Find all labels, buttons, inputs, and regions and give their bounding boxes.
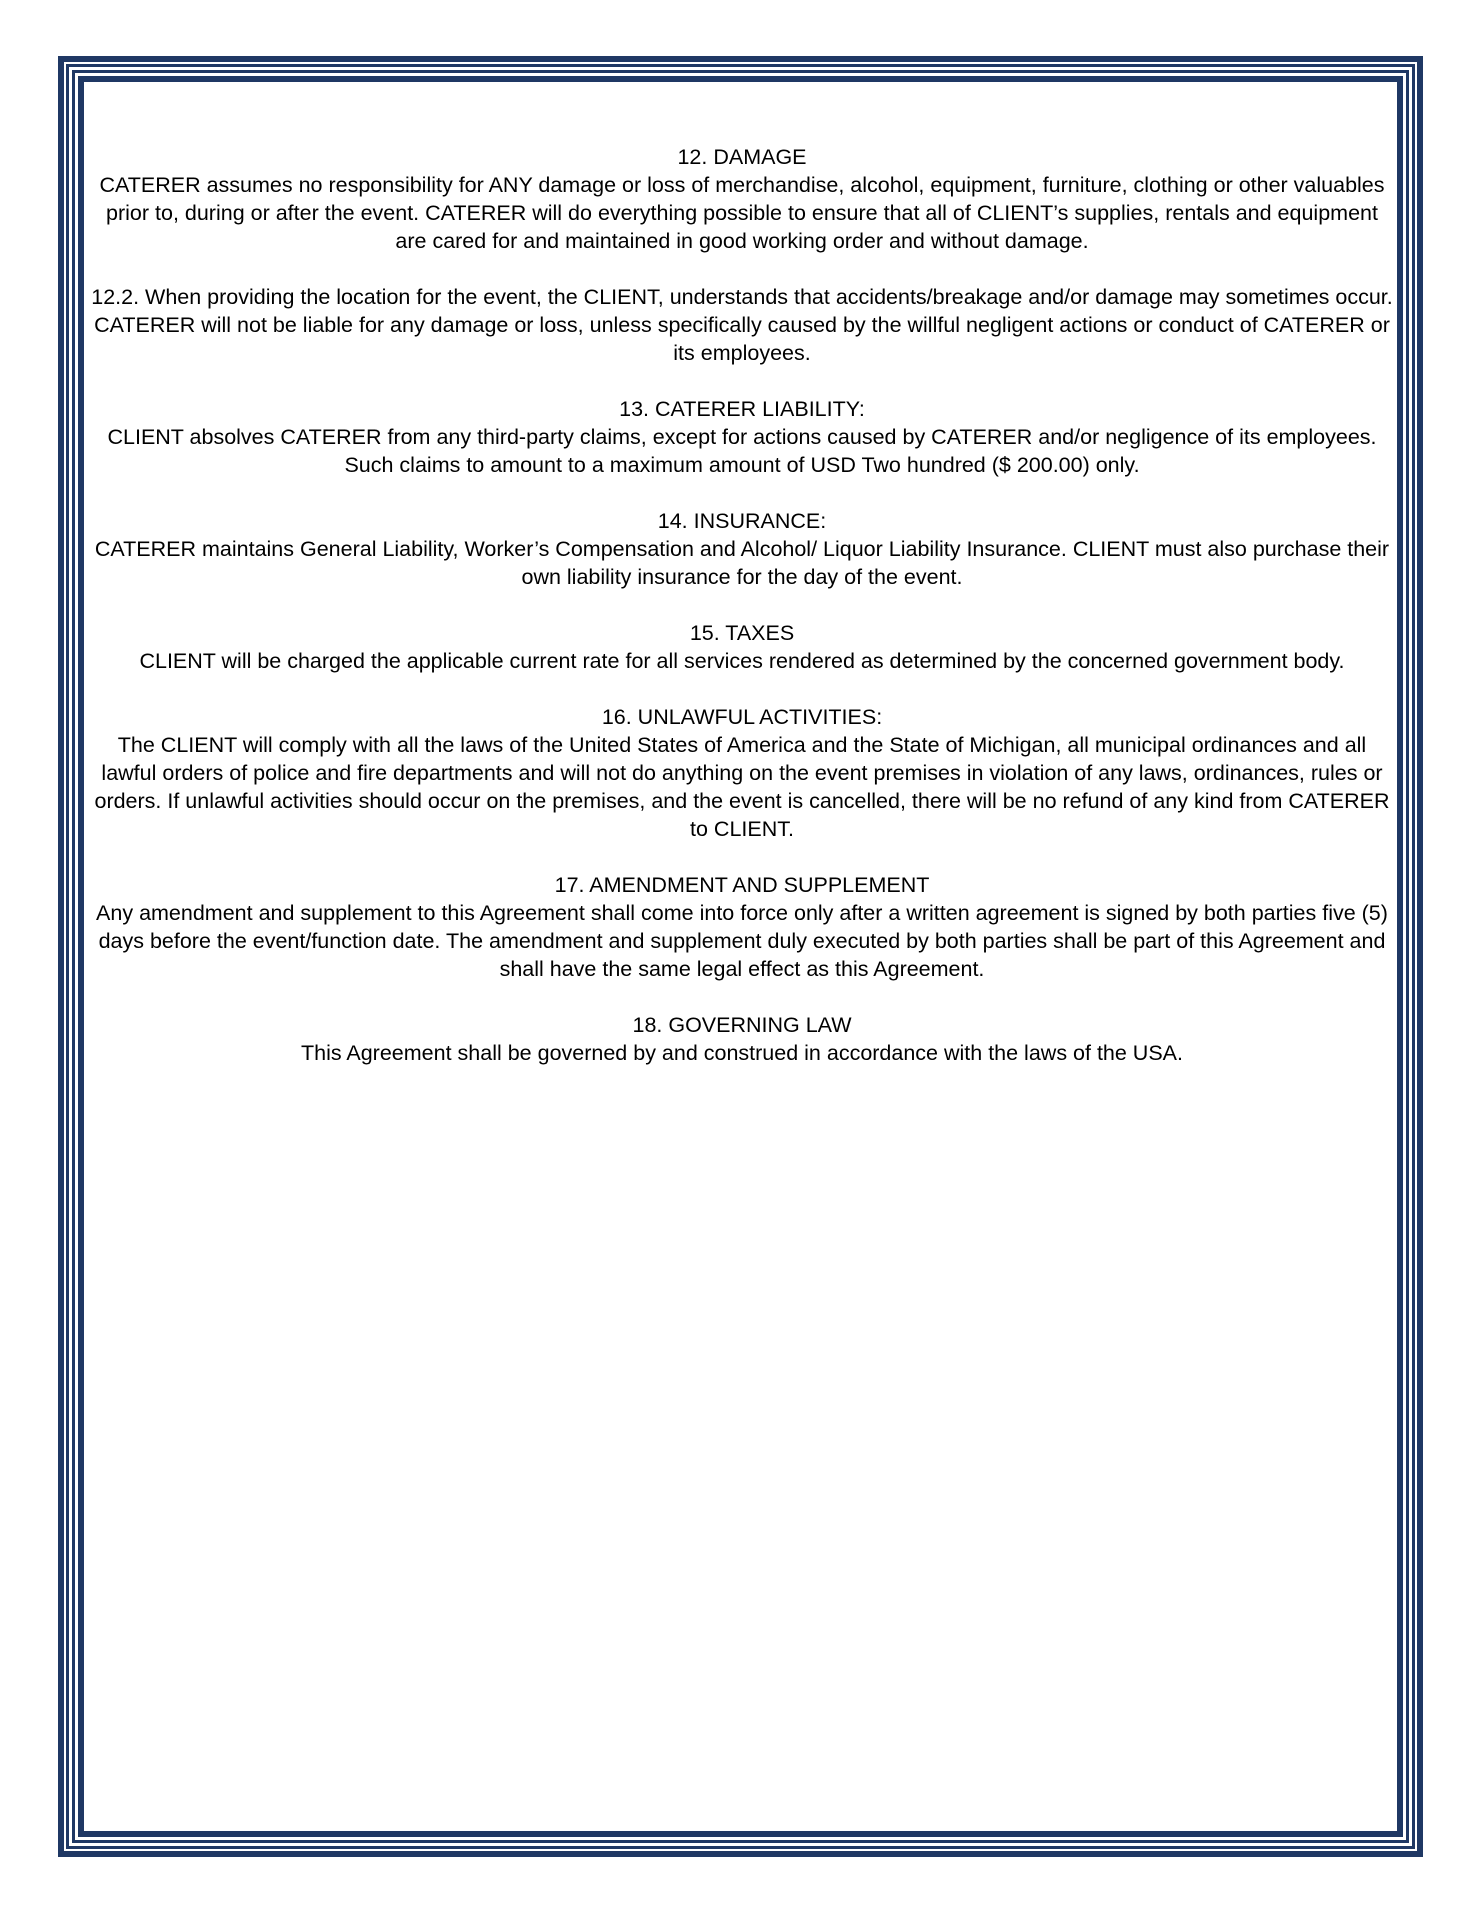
- section-body: 12.2. When providing the location for the event, the CLIENT, understands that accidents/breakage and/or damage may sometimes occur. CATERER will not be liable for any damage or loss, unless specifically caused by the willful negligent actions or conduct of CATERER or its employees.: [91, 285, 1393, 365]
- section-body: Any amendment and supplement to this Agreement shall come into force only after a written agreement is signed by both parties five (5) days before the event/function date. The amendment and supplement duly executed by both parties shall be part of this Agreement and shall have the same legal effect as this Agreement.: [96, 901, 1388, 981]
- section-body: This Agreement shall be governed by and construed in accordance with the laws of the USA.: [300, 1041, 1183, 1065]
- section-body: CATERER assumes no responsibility for ANY damage or loss of merchandise, alcohol, equipment, furniture, clothing or other valuables prior to, during or after the event. CATERER will do everything possible to ensure that all of CLIENT’s supplies, rentals and equipment are cared for and maintained in good working order and without damage.: [99, 173, 1385, 253]
- section-body: CLIENT absolves CATERER from any third-party claims, except for actions caused by CATERER and/or negligence of its employees. Such claims to amount to a maximum amount of USD Two hundred ($ 200.00) only.: [107, 425, 1377, 477]
- section-heading: 18. GOVERNING LAW: [632, 1013, 852, 1037]
- section-body: CATERER maintains General Liability, Worker’s Compensation and Alcohol/ Liquor Liability Insurance. CLIENT must also purchase their own liability insurance for the day of the event.: [94, 537, 1390, 589]
- section-caterer-liability: [90, 395, 1394, 479]
- section-insurance: [90, 507, 1394, 591]
- section-body: The CLIENT will comply with all the laws of the United States of America and the State of Michigan, all municipal ordinances and all lawful orders of police and fire departments and will not do anything on the event premises in violation of any laws, ordinances, rules or orders. If unlawful activities should occur on the premises, and the event is cancelled, there will be no refund of any kind from CATERER to CLIENT.: [94, 733, 1390, 841]
- section-amendment: [90, 871, 1394, 983]
- section-heading: 12. DAMAGE: [677, 145, 807, 169]
- section-heading: 14. INSURANCE:: [657, 509, 827, 533]
- section-unlawful-activities: [90, 703, 1394, 843]
- section-governing-law: [90, 1011, 1394, 1067]
- section-heading: 13. CATERER LIABILITY:: [619, 397, 865, 421]
- section-body: CLIENT will be charged the applicable current rate for all services rendered as determined by the concerned government body.: [139, 649, 1345, 673]
- agreement-content: [90, 143, 1394, 1095]
- section-heading: 17. AMENDMENT AND SUPPLEMENT: [554, 873, 930, 897]
- section-heading: 16. UNLAWFUL ACTIVITIES:: [601, 705, 883, 729]
- section-taxes: [90, 619, 1394, 675]
- section-heading: 15. TAXES: [689, 621, 795, 645]
- section-damage-location: [90, 283, 1394, 367]
- section-damage: [90, 143, 1394, 255]
